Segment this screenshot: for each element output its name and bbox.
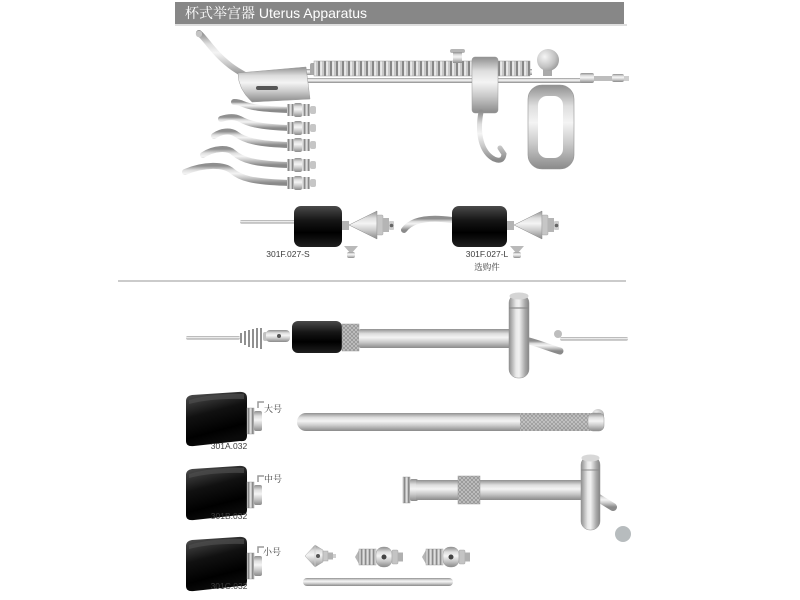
uterine-manipulator-gun [196,31,629,169]
section-divider [118,280,626,282]
product-code-large-cup-assembly: 301F.027-L [465,249,509,259]
product-code-medium-cup: 301B.032 [210,511,248,521]
connector-rod [303,578,453,586]
threaded-adapter [355,547,403,567]
threaded-adapter [422,547,470,567]
product-code-small-cup-assembly: 301F.027-S [266,249,310,259]
product-code-large-cup: 301A.032 [210,441,248,451]
optional-part-note: 选购件 [474,262,500,272]
size-label-medium: 中号 [264,474,283,484]
replacement-curved-tips [185,102,316,190]
page-title: 杯式举宫器 Uterus Apparatus [185,5,368,21]
cervical-cup [186,392,264,446]
t-handle-tube [403,455,613,531]
product-code-small-cup: 301C.032 [210,581,248,591]
partial-part-edge [615,526,631,542]
extension-rod [297,409,604,431]
size-label-large: 大号 [264,404,283,414]
curved-tip [234,102,316,117]
assembled-manipulator [186,293,628,379]
size-label-small: 小号 [263,547,282,557]
cone-adapter [305,545,336,567]
